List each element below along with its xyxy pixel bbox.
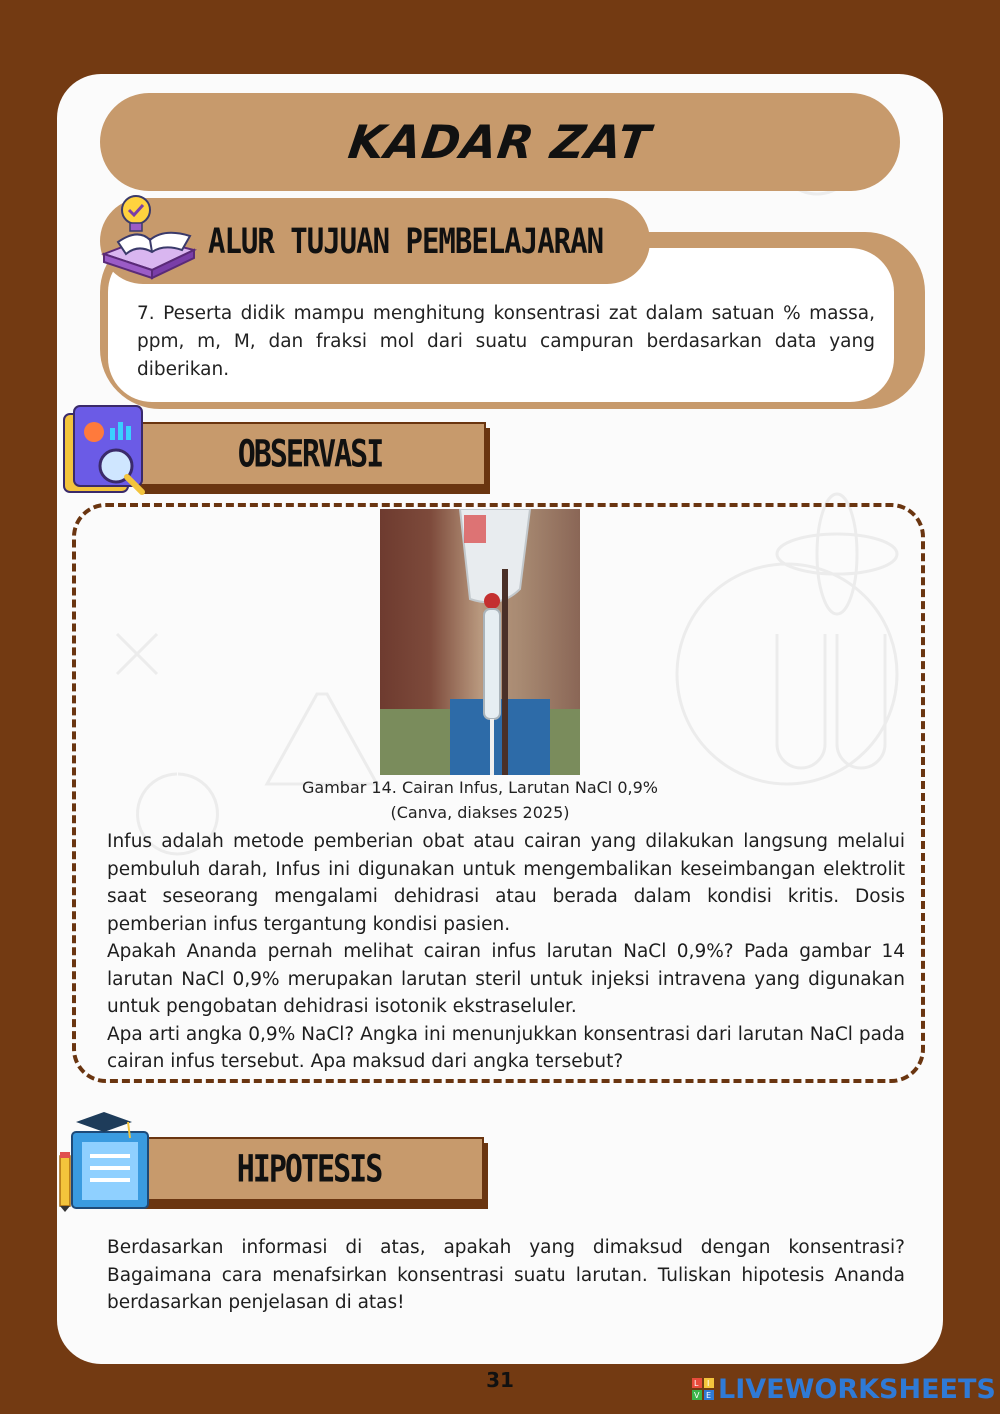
badge-letter-l: L xyxy=(694,1379,699,1388)
liveworksheets-watermark xyxy=(692,1374,996,1404)
hipotesis-text: Berdasarkan informasi di atas, apakah yang dimaksud dengan konsentrasi? Bagaimana cara menafsirkan konsentrasi suatu larutan. Tuliskan hipotesis Ananda berdasarkan penjelasan di atas! xyxy=(107,1237,905,1313)
liveworksheets-brand: LIVEWORKSHEETS xyxy=(718,1373,996,1405)
liveworksheets-badge xyxy=(692,1378,714,1400)
graduation-notebook-icon xyxy=(58,1108,154,1212)
observasi-paragraph-1: Infus adalah metode pemberian obat atau cairan yang dilakukan langsung melalui pembuluh darah, Infus ini digunakan untuk mengembalikan keseimbangan elektrolit saat seseorang mengalami dehidrasi atau berada dalam kondisi kritis. Dosis pemberian infus tergantung kondisi pasien. xyxy=(107,831,905,935)
observasi-header-tab xyxy=(134,422,486,486)
report-magnifier-icon xyxy=(62,404,152,498)
hipotesis-header-tab xyxy=(134,1137,484,1201)
atp-objective-text: 7. Peserta didik mampu menghitung konsentrasi zat dalam satuan % massa, ppm, m, M, dan fraksi mol dari suatu campuran berdasarkan data yang diberikan. xyxy=(137,303,875,380)
figure-source: (Canva, diakses 2025) xyxy=(390,803,570,822)
title-banner xyxy=(100,93,900,191)
badge-letter-i: I xyxy=(707,1379,710,1388)
badge-letter-v: V xyxy=(694,1391,700,1400)
observasi-text xyxy=(107,828,905,1076)
lightbulb-book-icon xyxy=(98,192,200,284)
page-title: KADAR ZAT xyxy=(345,115,655,169)
iv-bag-illustration xyxy=(380,509,580,775)
atp-heading: ALUR TUJUAN PEMBELAJARAN xyxy=(208,220,604,262)
page-number: 31 xyxy=(486,1368,514,1392)
badge-letter-e: E xyxy=(706,1391,712,1400)
observasi-heading: OBSERVASI xyxy=(237,432,383,476)
figure-caption: Gambar 14. Cairan Infus, Larutan NaCl 0,9% xyxy=(302,778,658,797)
observasi-paragraph-3: Apa arti angka 0,9% NaCl? Angka ini menunjukkan konsentrasi dari larutan NaCl pada cairan infus tersebut. Apa maksud dari angka tersebut? xyxy=(107,1023,905,1072)
observasi-paragraph-2: Apakah Ananda pernah melihat cairan infus larutan NaCl 0,9%? Pada gambar 14 larutan NaCl 0,9% merupakan larutan steril untuk injeksi intravena yang digunakan untuk pengobatan dehidrasi isotonik ekstraseluler. xyxy=(107,941,905,1017)
hipotesis-heading: HIPOTESIS xyxy=(236,1147,382,1191)
iv-infusion-photo xyxy=(380,509,580,775)
